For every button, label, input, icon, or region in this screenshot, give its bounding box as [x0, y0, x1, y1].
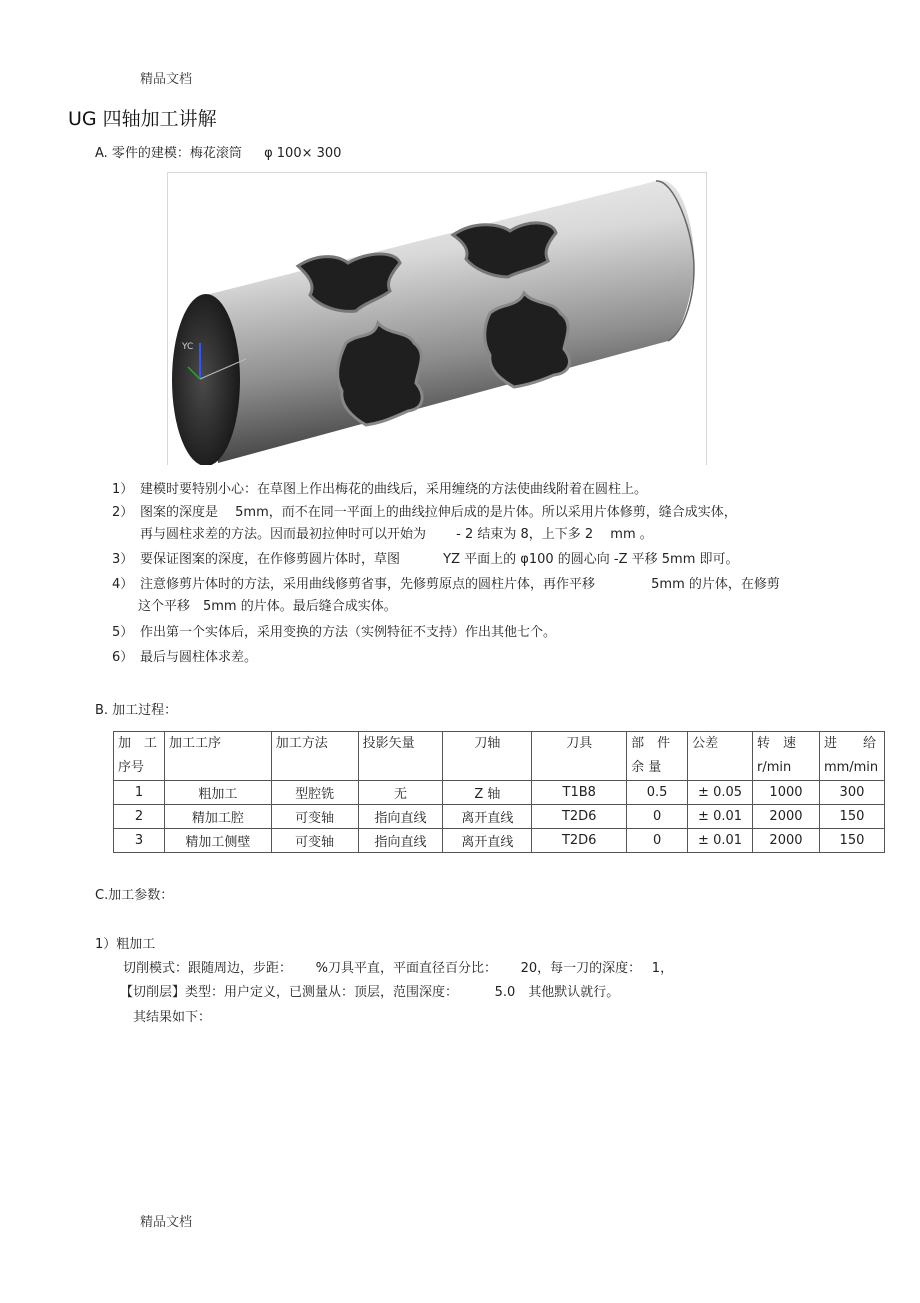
cell: 离开直线: [443, 829, 532, 853]
cell: Z 轴: [443, 781, 532, 805]
section-c-heading: C.加工参数：: [95, 888, 174, 903]
step-text: 作出第一个实体后，采用变换的方法（实例特征不支持）作出其他七个。: [140, 625, 557, 640]
cell: 型腔铣: [271, 781, 358, 805]
process-table: [113, 731, 885, 853]
step-number: 6）: [112, 650, 134, 665]
params-line-1: 切削模式：跟随周边，步距： %刀具平直，平面直径百分比： 20，每一刀的深度： 1，: [123, 961, 674, 976]
col-header-tool-axis: 刀轴: [443, 732, 532, 781]
cell: 0: [627, 829, 688, 853]
cell: 3: [114, 829, 165, 853]
step-text: 注意修剪片体时的方法，采用曲线修剪省事，先修剪原点的圆柱片体，再作平移 5mm 的片体，在修剪: [140, 577, 780, 592]
cell: ± 0.01: [688, 805, 753, 829]
col-header-stock: 部 件 余 量: [627, 732, 688, 781]
col-header-operation: 加工工序: [164, 732, 271, 781]
col-header-feed: 进 给 mm/min: [819, 732, 884, 781]
step-number: 1）: [112, 482, 134, 497]
flower-pocket-4: [485, 293, 570, 387]
cell: ± 0.05: [688, 781, 753, 805]
cell: 1: [114, 781, 165, 805]
cell: 0.5: [627, 781, 688, 805]
col-header-method: 加工方法: [271, 732, 358, 781]
step-text: 建模时要特别小心：在草图上作出梅花的曲线后，采用缠绕的方法使曲线附着在圆柱上。: [140, 482, 648, 497]
cell: 150: [819, 829, 884, 853]
cell: 2: [114, 805, 165, 829]
col-header-speed: 转 速 r/min: [753, 732, 820, 781]
page-title: UG 四轴加工讲解: [68, 108, 217, 130]
step-number: 5）: [112, 625, 134, 640]
page-header: 精品文档: [140, 72, 193, 87]
params-line-3: 其结果如下：: [133, 1010, 212, 1025]
cell: 粗加工: [164, 781, 271, 805]
col-header-projection: 投影矢量: [358, 732, 443, 781]
roller-figure: [167, 172, 707, 465]
step-number: 3）: [112, 552, 134, 567]
cell: 精加工侧壁: [164, 829, 271, 853]
cell: 0: [627, 805, 688, 829]
cell: T2D6: [532, 805, 627, 829]
table-row: [114, 829, 885, 853]
table-header-row: [114, 732, 885, 781]
cell: 指向直线: [358, 829, 443, 853]
cell: 精加工腔: [164, 805, 271, 829]
step-text: 图案的深度是 5mm，而不在同一平面上的曲线拉伸后成的是片体。所以采用片体修剪，缝合成实体，: [140, 505, 737, 520]
cell: 指向直线: [358, 805, 443, 829]
table-row: [114, 781, 885, 805]
cylinder-end-face: [172, 294, 240, 465]
cell: T1B8: [532, 781, 627, 805]
col-header-seq: 加 工 序号: [114, 732, 165, 781]
section-a-heading: [95, 142, 359, 161]
cell: 离开直线: [443, 805, 532, 829]
table-row: [114, 805, 885, 829]
roller-cylinder-illustration: [168, 173, 706, 465]
cell: 2000: [753, 829, 820, 853]
cell: 可变轴: [271, 805, 358, 829]
cell: T2D6: [532, 829, 627, 853]
params-line-2: 【切削层】类型：用户定义，已测量从：顶层，范围深度： 5.0 其他默认就行。: [120, 985, 620, 1000]
cell: 1000: [753, 781, 820, 805]
col-header-tool: 刀具: [532, 732, 627, 781]
step-number: 4）: [112, 577, 134, 592]
section-a-title: A. 零件的建模：梅花滚筒: [95, 146, 242, 161]
step-text: 要保证图案的深度，在作修剪圆片体时，草图 YZ 平面上的 φ100 的圆心向 -Z 平移 5mm 即可。: [140, 552, 739, 567]
step-text: 最后与圆柱体求差。: [140, 650, 258, 665]
col-header-tolerance: 公差: [688, 732, 753, 781]
cell: ± 0.01: [688, 829, 753, 853]
step-text-continued: 再与圆柱求差的方法。因而最初拉伸时可以开始为 - 2 结束为 8，上下多 2 mm 。: [140, 527, 653, 542]
cylinder-body: [198, 180, 694, 463]
params-subheading: 1）粗加工: [95, 937, 156, 952]
cell: 无: [358, 781, 443, 805]
step-text-continued: 这个平移 5mm 的片体。最后缝合成实体。: [138, 599, 397, 614]
section-a-dims: φ 100× 300: [264, 146, 342, 161]
page-footer: 精品文档: [140, 1215, 193, 1230]
axis-label: YC: [182, 342, 194, 352]
cell: 可变轴: [271, 829, 358, 853]
step-number: 2）: [112, 505, 134, 520]
section-b-heading: B. 加工过程：: [95, 703, 178, 718]
cell: 300: [819, 781, 884, 805]
cell: 150: [819, 805, 884, 829]
cell: 2000: [753, 805, 820, 829]
